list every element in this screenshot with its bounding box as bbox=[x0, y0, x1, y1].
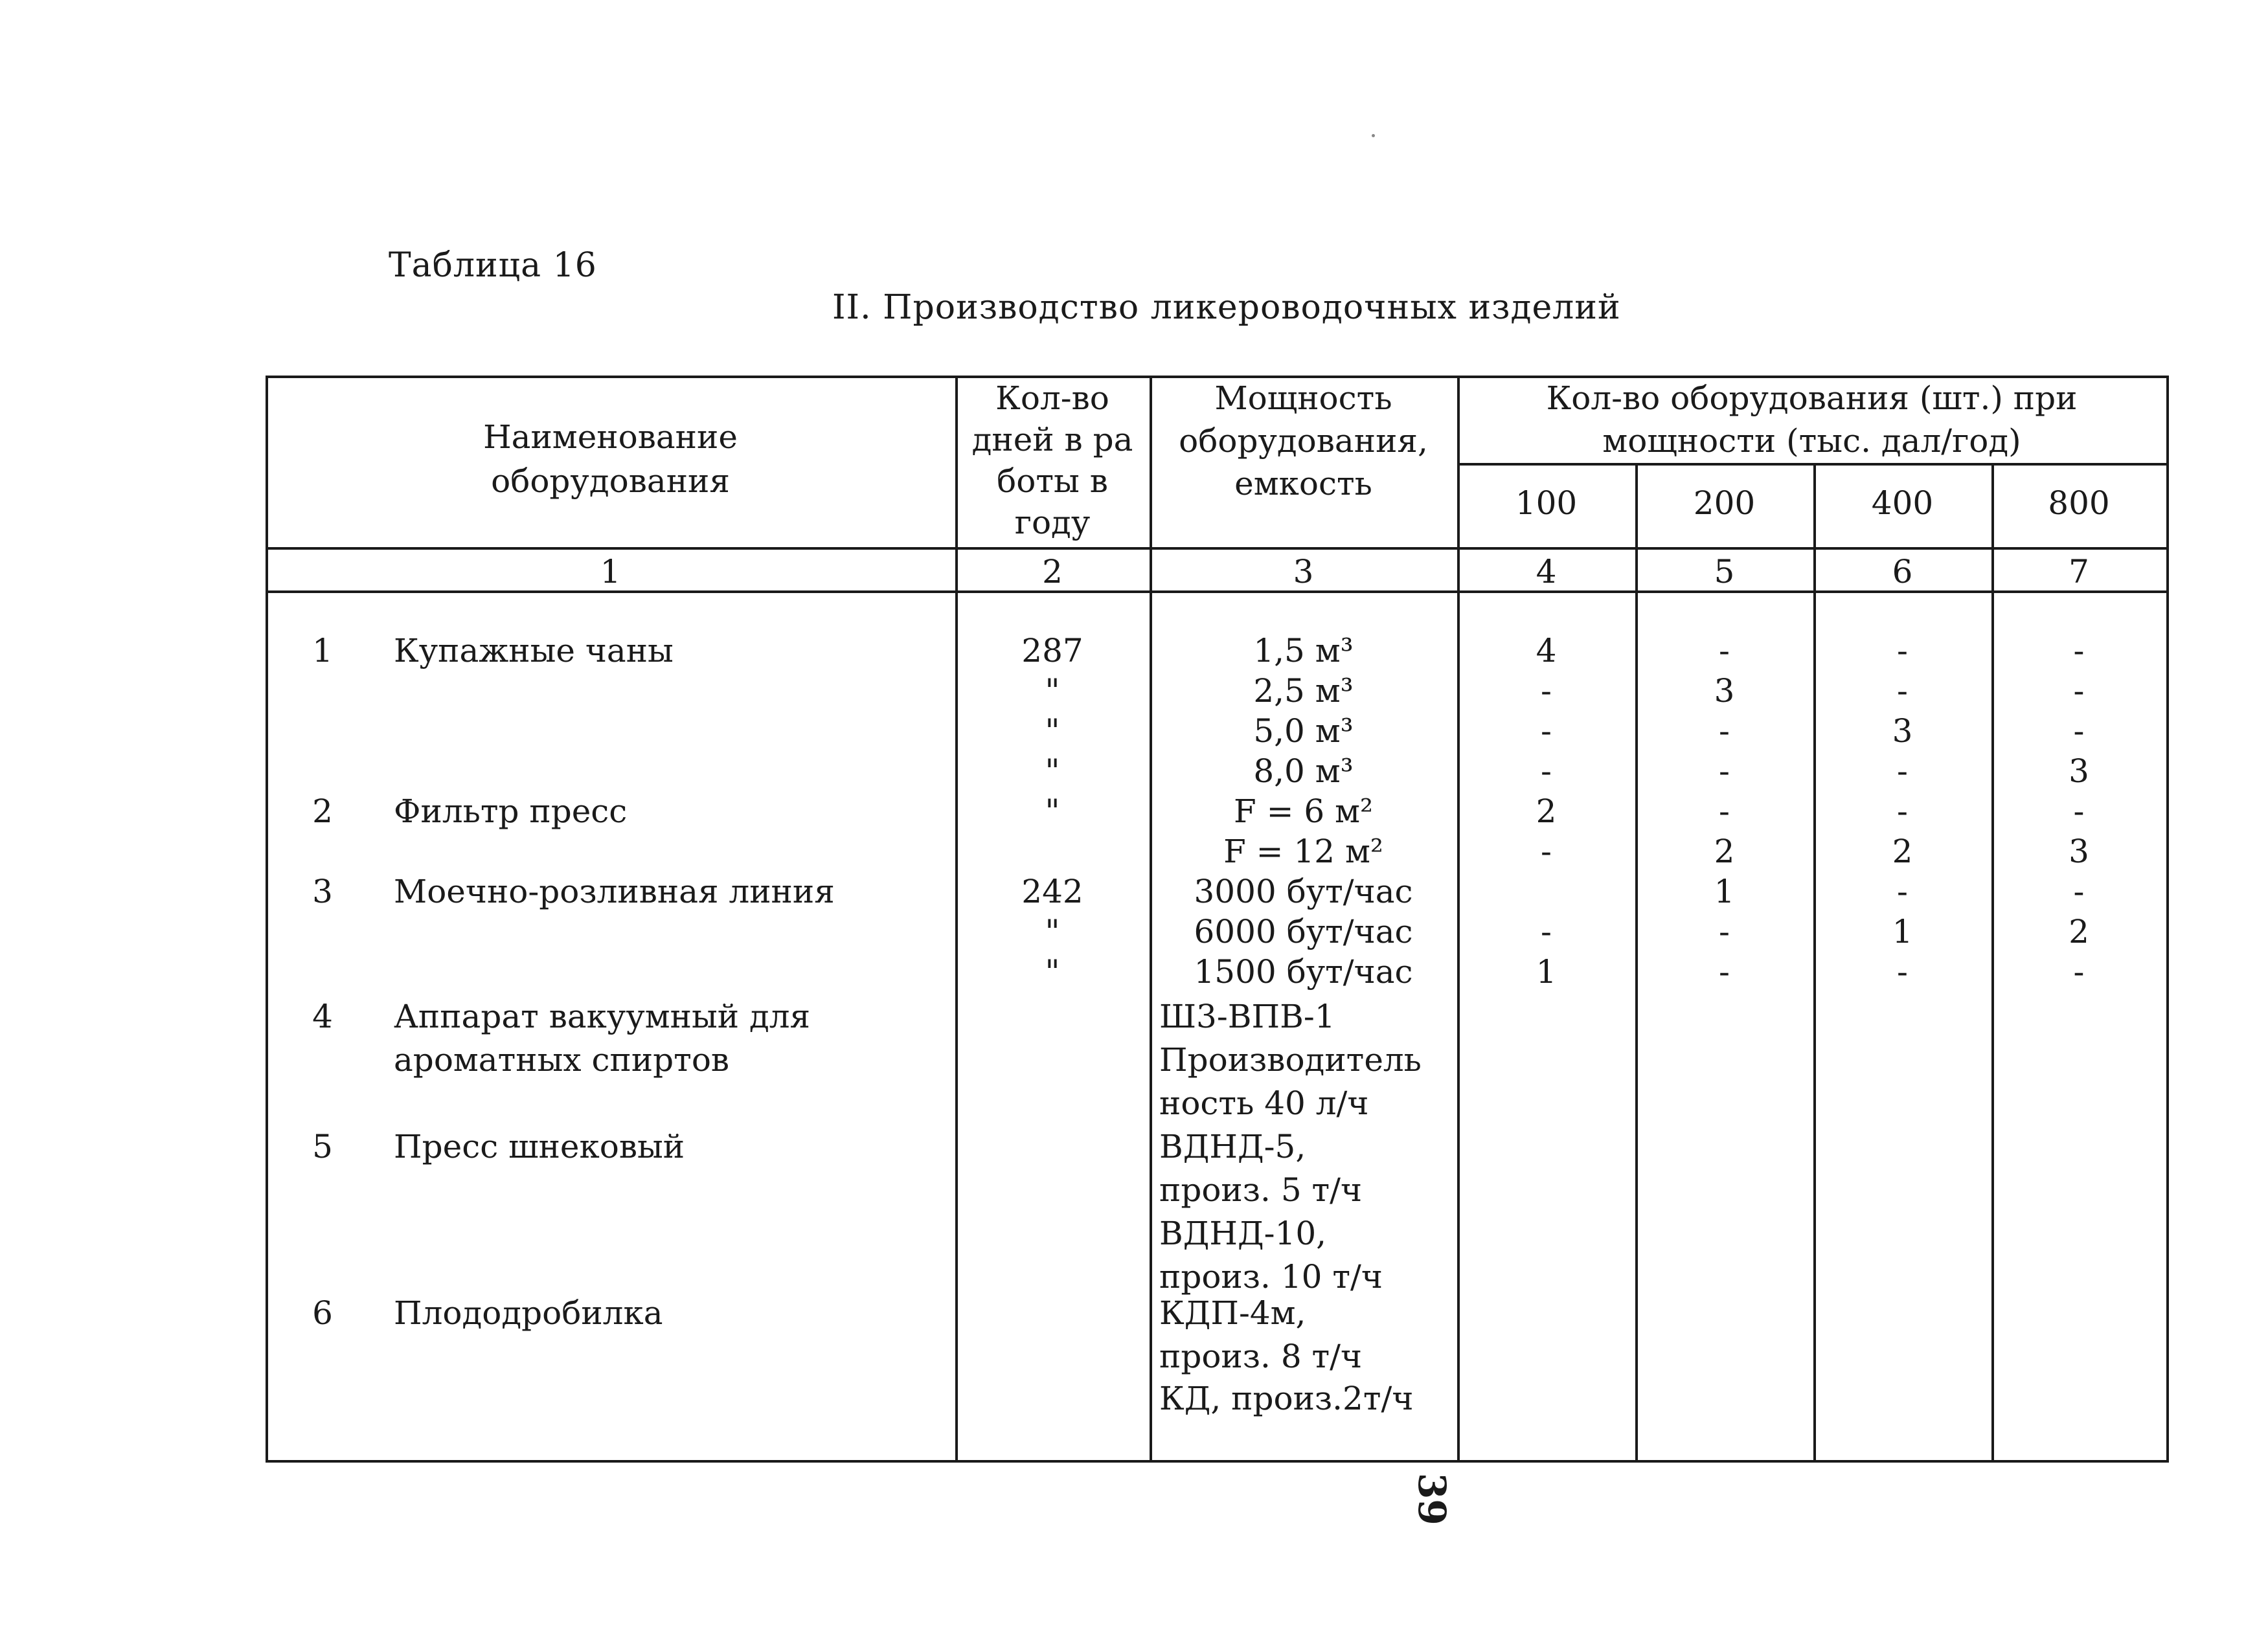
header-capacity: емкость bbox=[1234, 465, 1372, 502]
column-number-3: 3 bbox=[1293, 553, 1314, 590]
header-capacity-400: 400 bbox=[1871, 484, 1934, 522]
capacity-value: Ш3-ВПВ-1 bbox=[1159, 998, 1335, 1035]
capacity-value: ность 40 л/ч bbox=[1159, 1084, 1369, 1122]
count-200: 3 bbox=[1714, 672, 1735, 710]
column-border-0 bbox=[266, 376, 268, 1463]
count-800: - bbox=[2073, 792, 2085, 830]
count-800: - bbox=[2073, 672, 2085, 710]
column-border-3 bbox=[1457, 376, 1460, 1463]
header-capacity: Мощность bbox=[1214, 379, 1392, 417]
count-800: - bbox=[2073, 632, 2085, 669]
capacity-value: КДП-4м, bbox=[1159, 1294, 1306, 1332]
row-number: 5 bbox=[312, 1128, 333, 1165]
header-working-days: боты в bbox=[997, 462, 1108, 500]
count-200: - bbox=[1719, 632, 1730, 669]
column-number-6: 6 bbox=[1892, 553, 1913, 590]
equipment-name: Плододробилка bbox=[394, 1294, 663, 1332]
column-number-7: 7 bbox=[2069, 553, 2089, 590]
working-days-value: " bbox=[1045, 672, 1060, 710]
column-number-1: 1 bbox=[600, 553, 621, 590]
count-800: 3 bbox=[2069, 833, 2089, 870]
count-400: - bbox=[1897, 953, 1908, 991]
equipment-name: Фильтр пресс bbox=[394, 792, 628, 830]
working-days-value: " bbox=[1045, 913, 1060, 950]
table-title: II. Производство ликероводочных изделий bbox=[832, 288, 1621, 327]
count-100: - bbox=[1541, 672, 1552, 710]
count-200: - bbox=[1719, 792, 1730, 830]
capacity-value: КД, произ.2т/ч bbox=[1159, 1380, 1414, 1417]
capacity-value: ВДНД-10, bbox=[1159, 1215, 1327, 1252]
count-800: 2 bbox=[2069, 913, 2089, 950]
count-400: - bbox=[1897, 752, 1908, 790]
capacity-value: F = 12 м² bbox=[1223, 833, 1383, 870]
header-capacity-100: 100 bbox=[1515, 484, 1578, 522]
row-number: 4 bbox=[312, 998, 333, 1035]
header-capacity: оборудования, bbox=[1179, 422, 1428, 460]
capacity-value: произ. 5 т/ч bbox=[1159, 1171, 1363, 1209]
count-100: - bbox=[1541, 712, 1552, 750]
count-100: - bbox=[1541, 913, 1552, 950]
column-border-5 bbox=[1813, 463, 1816, 1463]
working-days-value: " bbox=[1045, 712, 1060, 750]
count-400: - bbox=[1897, 873, 1908, 910]
table-border-top bbox=[266, 376, 2169, 378]
capacity-value: 1,5 м³ bbox=[1253, 632, 1354, 669]
count-200: - bbox=[1719, 752, 1730, 790]
column-number-line-top bbox=[266, 547, 2169, 550]
column-border-6 bbox=[1991, 463, 1994, 1463]
column-border-4 bbox=[1635, 463, 1638, 1463]
header-equipment-name: Наименование bbox=[483, 418, 738, 456]
count-200: 1 bbox=[1714, 873, 1735, 910]
row-number: 1 bbox=[312, 632, 333, 669]
count-100: - bbox=[1541, 752, 1552, 790]
header-capacity-200: 200 bbox=[1693, 484, 1756, 522]
capacity-value: 8,0 м³ bbox=[1253, 752, 1354, 790]
row-number: 6 bbox=[312, 1294, 333, 1332]
header-working-days: году bbox=[1014, 504, 1091, 541]
count-800: - bbox=[2073, 712, 2085, 750]
capacity-value: 6000 бут/час bbox=[1194, 913, 1413, 950]
equipment-name: Аппарат вакуумный для bbox=[394, 998, 811, 1035]
capacity-value: 1500 бут/час bbox=[1194, 953, 1413, 991]
column-number-2: 2 bbox=[1042, 553, 1063, 590]
count-800: 3 bbox=[2069, 752, 2089, 790]
capacity-value: произ. 8 т/ч bbox=[1159, 1338, 1363, 1375]
table-number: Таблица 16 bbox=[389, 246, 597, 285]
count-100: 4 bbox=[1536, 632, 1557, 669]
header-equipment-name: оборудования bbox=[491, 462, 730, 500]
column-number-4: 4 bbox=[1536, 553, 1557, 590]
count-200: - bbox=[1719, 953, 1730, 991]
equipment-name: Купажные чаны bbox=[394, 632, 674, 669]
count-400: - bbox=[1897, 672, 1908, 710]
capacity-value: Производитель bbox=[1159, 1041, 1422, 1079]
column-border-7 bbox=[2166, 376, 2169, 1463]
capacity-value: 2,5 м³ bbox=[1253, 672, 1354, 710]
header-equipment-count: мощности (тыс. дал/год) bbox=[1602, 422, 2021, 460]
working-days-value: " bbox=[1045, 953, 1060, 991]
working-days-value: " bbox=[1045, 792, 1060, 830]
capacity-value: ВДНД-5, bbox=[1159, 1128, 1306, 1165]
count-200: - bbox=[1719, 712, 1730, 750]
row-number: 2 bbox=[312, 792, 333, 830]
column-number-5: 5 bbox=[1714, 553, 1735, 590]
count-400: 1 bbox=[1892, 913, 1913, 950]
header-equipment-count: Кол-во оборудования (шт.) при bbox=[1546, 379, 2078, 417]
count-400: - bbox=[1897, 632, 1908, 669]
column-border-1 bbox=[955, 376, 958, 1463]
capacity-value: 5,0 м³ bbox=[1253, 712, 1354, 750]
count-100: - bbox=[1541, 833, 1552, 870]
capacity-value: 3000 бут/час bbox=[1194, 873, 1413, 910]
page-number: 39 bbox=[1410, 1473, 1454, 1525]
row-number: 3 bbox=[312, 873, 333, 910]
working-days-value: " bbox=[1045, 752, 1060, 790]
header-working-days: дней в ра bbox=[971, 421, 1133, 458]
count-400: 2 bbox=[1892, 833, 1913, 870]
count-400: 3 bbox=[1892, 712, 1913, 750]
header-capacity-800: 800 bbox=[2048, 484, 2110, 522]
capacity-value: произ. 10 т/ч bbox=[1159, 1258, 1383, 1296]
count-200: 2 bbox=[1714, 833, 1735, 870]
count-400: - bbox=[1897, 792, 1908, 830]
count-200: - bbox=[1719, 913, 1730, 950]
header-working-days: Кол-во bbox=[995, 379, 1109, 417]
equipment-name: Моечно-розливная линия bbox=[394, 873, 835, 910]
count-800: - bbox=[2073, 953, 2085, 991]
column-number-line-bottom bbox=[266, 590, 2169, 593]
working-days-value: 242 bbox=[1021, 873, 1083, 910]
count-100: 2 bbox=[1536, 792, 1557, 830]
working-days-value: 287 bbox=[1021, 632, 1083, 669]
capacity-value: F = 6 м² bbox=[1233, 792, 1374, 830]
count-800: - bbox=[2073, 873, 2085, 910]
equipment-name: ароматных спиртов bbox=[394, 1041, 730, 1079]
column-border-2 bbox=[1150, 376, 1152, 1463]
table-border-bottom bbox=[266, 1460, 2169, 1463]
count-100: 1 bbox=[1536, 953, 1557, 991]
equipment-name: Пресс шнековый bbox=[394, 1128, 685, 1165]
